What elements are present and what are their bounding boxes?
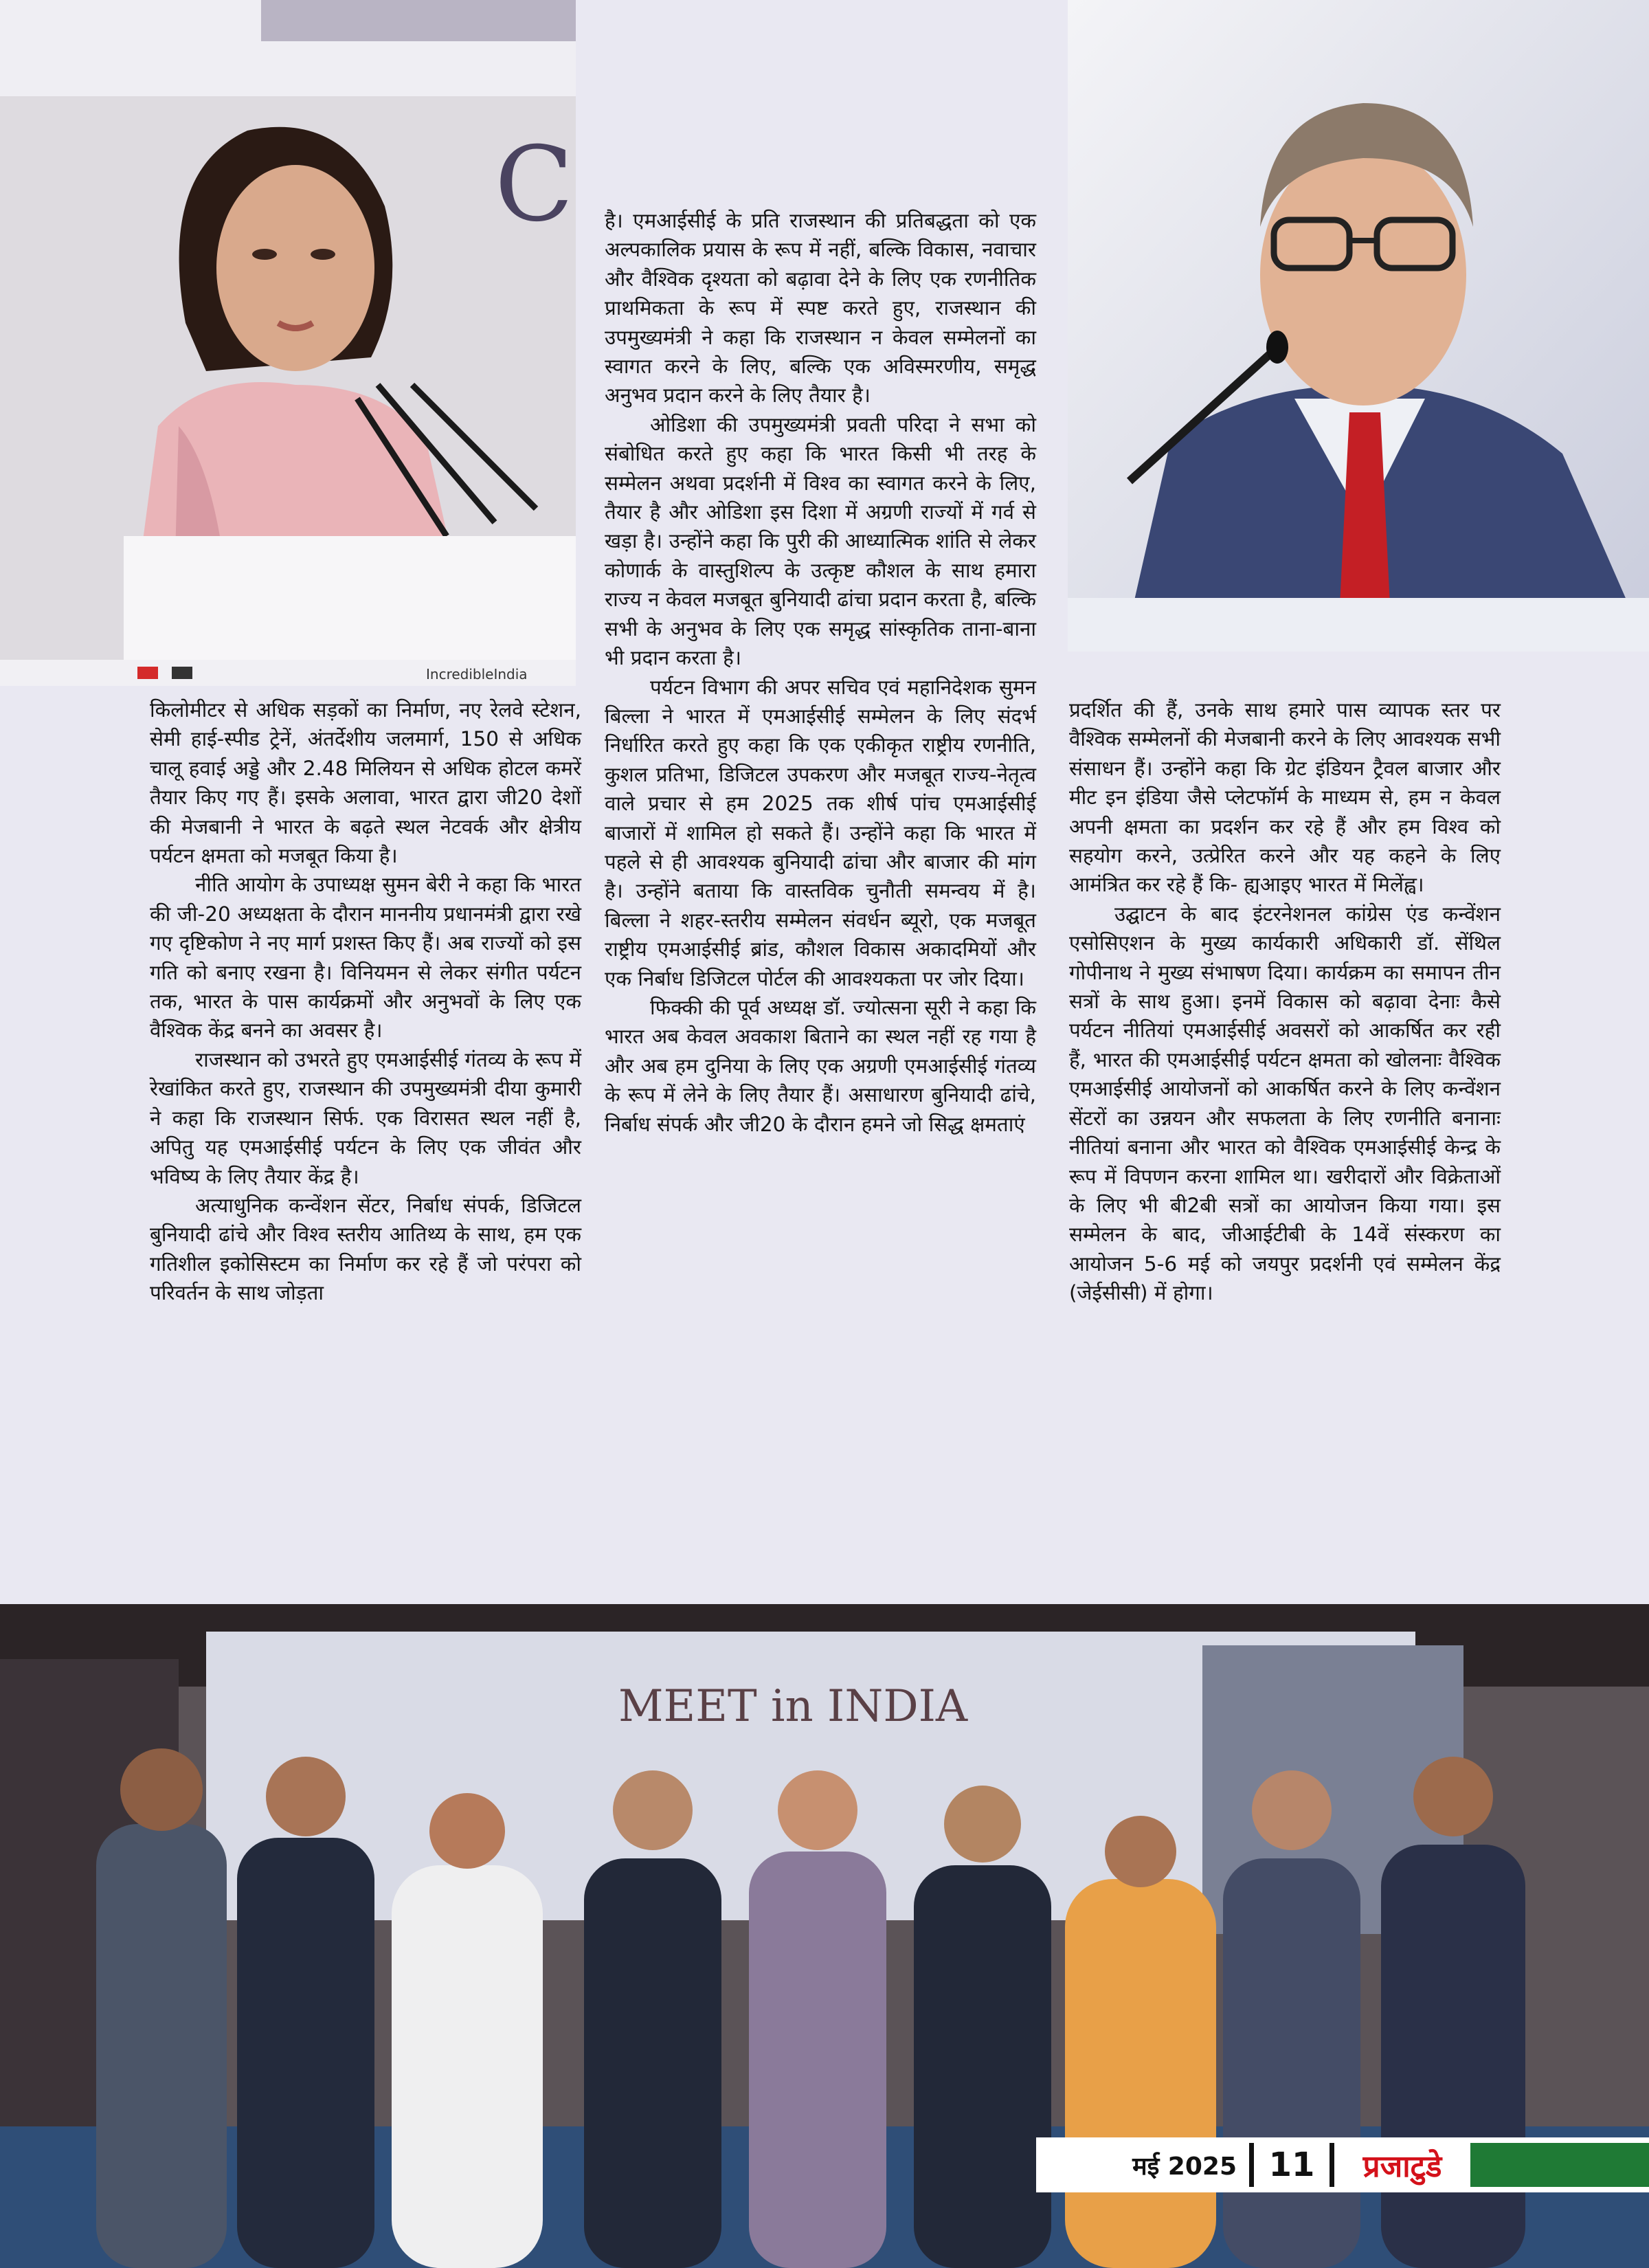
- article-column-right: [1069, 696, 1501, 1308]
- article-paragraph: नीति आयोग के उपाध्यक्ष सुमन बेरी ने कहा कि भारत की जी-20 अध्यक्षता के दौरान माननीय प्रधानमंत्री द्वारा रखे गए दृष्टिकोण ने नए मार्ग प्रशस्त किए हैं। अब राज्यों को इस गति को बनाए रखना है। विनियमन से लेकर संगीत पर्यटन तक, भारत के पास कार्यक्रमों और अनुभवों के लिए एक वैश्विक केंद्र बनने का अवसर है।: [150, 873, 581, 1043]
- page-footer: [1036, 2137, 1649, 2192]
- article-paragraph: किलोमीटर से अधिक सड़कों का निर्माण, नए रेलवे स्टेशन, सेमी हाई-स्पीड ट्रेनें, अंतर्देशीय जलमार्ग, 150 से अधिक चालू हवाई अड्डे और 2.48 मिलियन से अधिक होटल कमरें तैयार किए गए हैं। इसके अलावा, भारत द्वारा जी20 देशों की मेजबानी ने भारत के बढ़ते स्थल नेटवर्क और क्षेत्रीय पर्यटन क्षमता को मजबूत किया है।: [150, 698, 581, 868]
- article-paragraph: अत्याधुनिक कन्वेंशन सेंटर, निर्बाध संपर्क, डिजिटल बुनियादी ढांचे और विश्व स्तरीय आतिथ्य के साथ, हम एक गतिशील इकोसिस्टम का निर्माण कर रहे हैं जो परंपरा को परिवर्तन के साथ जोड़ता: [150, 1193, 581, 1305]
- photo-speaker-woman: [0, 0, 576, 686]
- article-paragraph: ओडिशा की उपमुख्यमंत्री प्रवती परिदा ने सभा को संबोधित करते हुए कहा कि भारत किसी भी तरह के सम्मेलन अथवा प्रदर्शनी में विश्व का स्वागत करने के लिए, तैयार है और ओडिशा इस दिशा में अग्रणी राज्यों में गर्व से खड़ा है। उन्होंने कहा कि पुरी की आध्यात्मिक शांति से लेकर कोणार्क के वास्तुशिल्प के उत्कृष्ट कौशल के साथ हमारा राज्य न केवल मजबूत बुनियादी ढांचा प्रदान करता है, बल्कि सभी के अनुभव के लिए एक समृद्ध सांस्कृतिक ताना-बाना भी प्रदान करता है।: [605, 412, 1036, 670]
- footer-divider: [1249, 2143, 1254, 2187]
- article-paragraph: है। एमआईसीई के प्रति राजस्थान की प्रतिबद्धता को एक अल्पकालिक प्रयास के रूप में नहीं, बल्कि विकास, नवाचार और वैश्विक दृश्यता को बढ़ावा देने के लिए एक रणनीतिक प्राथमिकता के रूप में स्पष्ट करते हुए, राजस्थान की उपमुख्यमंत्री ने कहा कि राजस्थान न केवल सम्मेलनों का स्वागत करने के लिए, बल्कि एक अविस्मरणीय, समृद्ध अनुभव प्रदान करने के लिए तैयार है।: [605, 209, 1036, 408]
- photo-speaker-man: [1068, 0, 1649, 652]
- article-paragraph: पर्यटन विभाग की अपर सचिव एवं महानिदेशक सुमन बिल्ला ने भारत में एमआईसीई सम्मेलन के लिए संदर्भ निर्धारित करते हुए कहा कि एक एकीकृत राष्ट्रीय रणनीति, कुशल प्रतिभा, डिजिटल उपकरण और मजबूत राज्य-नेतृत्व वाले प्रचार से हम 2025 तक शीर्ष पांच एमआईसीई बाजारों में शामिल हो सकते हैं। उन्होंने कहा कि भारत में पहले से ही आवश्यक बुनियादी ढांचा और बाजार की मांग है। उन्होंने बताया कि वास्तविक चुनौती समन्वय में है। बिल्ला ने शहर-स्तरीय सम्मेलन संवर्धन ब्यूरो, एक मजबूत राष्ट्रीय एमआईसीई ब्रांड, कौशल विकास अकादमियों और एक निर्बाध डिजिटल पोर्टल की आवश्यकता पर जोर दिया।: [605, 675, 1036, 990]
- page-number: 11: [1268, 2146, 1315, 2184]
- footer-color-bar: [1470, 2143, 1649, 2187]
- article-paragraph: प्रदर्शित की हैं, उनके साथ हमारे पास व्यापक स्तर पर वैश्विक सम्मेलनों की मेजबानी करने के लिए आवश्यक सभी संसाधन हैं। उन्होंने कहा कि ग्रेट इंडियन ट्रैवल बाजार और मीट इन इंडिया जैसे प्लेटफॉर्म के माध्यम से, हम न केवल अपनी क्षमता का प्रदर्शन कर रहे हैं और हम विश्व को सहयोग करने, उत्प्रेरित करने और यह कहने के लिए आमंत्रित कर रहे हैं कि- ह्यआइए भारत में मिलेंह्व।: [1069, 698, 1501, 897]
- backdrop-brand-strip: IncredibleIndia: [426, 666, 528, 682]
- article-paragraph: उद्घाटन के बाद इंटरनेशनल कांग्रेस एंड कन्वेंशन एसोसिएशन के मुख्य कार्यकारी अधिकारी डॉ. सेंथिल गोपीनाथ ने मुख्य संभाषण दिया। कार्यक्रम का समापन तीन सत्रों के साथ हुआ। इनमें विकास को बढ़ावा देनाः कैसे पर्यटन नीतियां एमआईसीई अवसरों को आकर्षित कर रही हैं, भारत की एमआईसीई पर्यटन क्षमता को खोलनाः वैश्विक एमआईसीई आयोजनों को आकर्षित करने के लिए कन्वेंशन सेंटरों का उन्नयन और सफलता के लिए रणनीति बनानाः नीतियां बनाना और भारत को वैश्विक एमआईसीई केन्द्र के रूप में विपणन करना शामिल था। खरीदारों और विक्रेताओं के लिए भी बी2बी सत्रों का आयोजन किया गया। इस सम्मेलन के बाद, जीआईटीबी के 14वें संस्करण का आयोजन 5-6 मई को जयपुर प्रदर्शनी एवं सम्मेलन केंद्र (जेईसीसी) में होगा।: [1069, 902, 1501, 1305]
- footer-divider: [1330, 2143, 1334, 2187]
- publication-name: प्रजाटुडे: [1362, 2149, 1442, 2184]
- backdrop-event-name: MEET in INDIA: [618, 1681, 968, 1732]
- article-column-middle: [605, 206, 1036, 1139]
- article-column-left: [150, 696, 581, 1308]
- article-paragraph: फिक्की की पूर्व अध्यक्ष डॉ. ज्योत्सना सूरी ने कहा कि भारत अब केवल अवकाश बिताने का स्थल नहीं रह गया है और अब हम दुनिया के लिए एक अग्रणी एमआईसीई गंतव्य के रूप में लेने के लिए तैयार हैं। असाधारण बुनियादी ढांचे, निर्बाध संपर्क और जी20 के दौरान हमने जो सिद्ध क्षमताएं: [605, 995, 1036, 1136]
- article-paragraph: राजस्थान को उभरते हुए एमआईसीई गंतव्य के रूप में रेखांकित करते हुए, राजस्थान की उपमुख्यमंत्री दीया कुमारी ने कहा कि राजस्थान सिर्फ. एक विरासत स्थल नहीं है, अपितु यह एमआईसीई पर्यटन के लिए एक जीवंत और भविष्य के लिए तैयार केंद्र है।: [150, 1047, 581, 1188]
- issue-date: मई 2025: [1132, 2152, 1237, 2181]
- svg-text:C: C: [495, 125, 574, 245]
